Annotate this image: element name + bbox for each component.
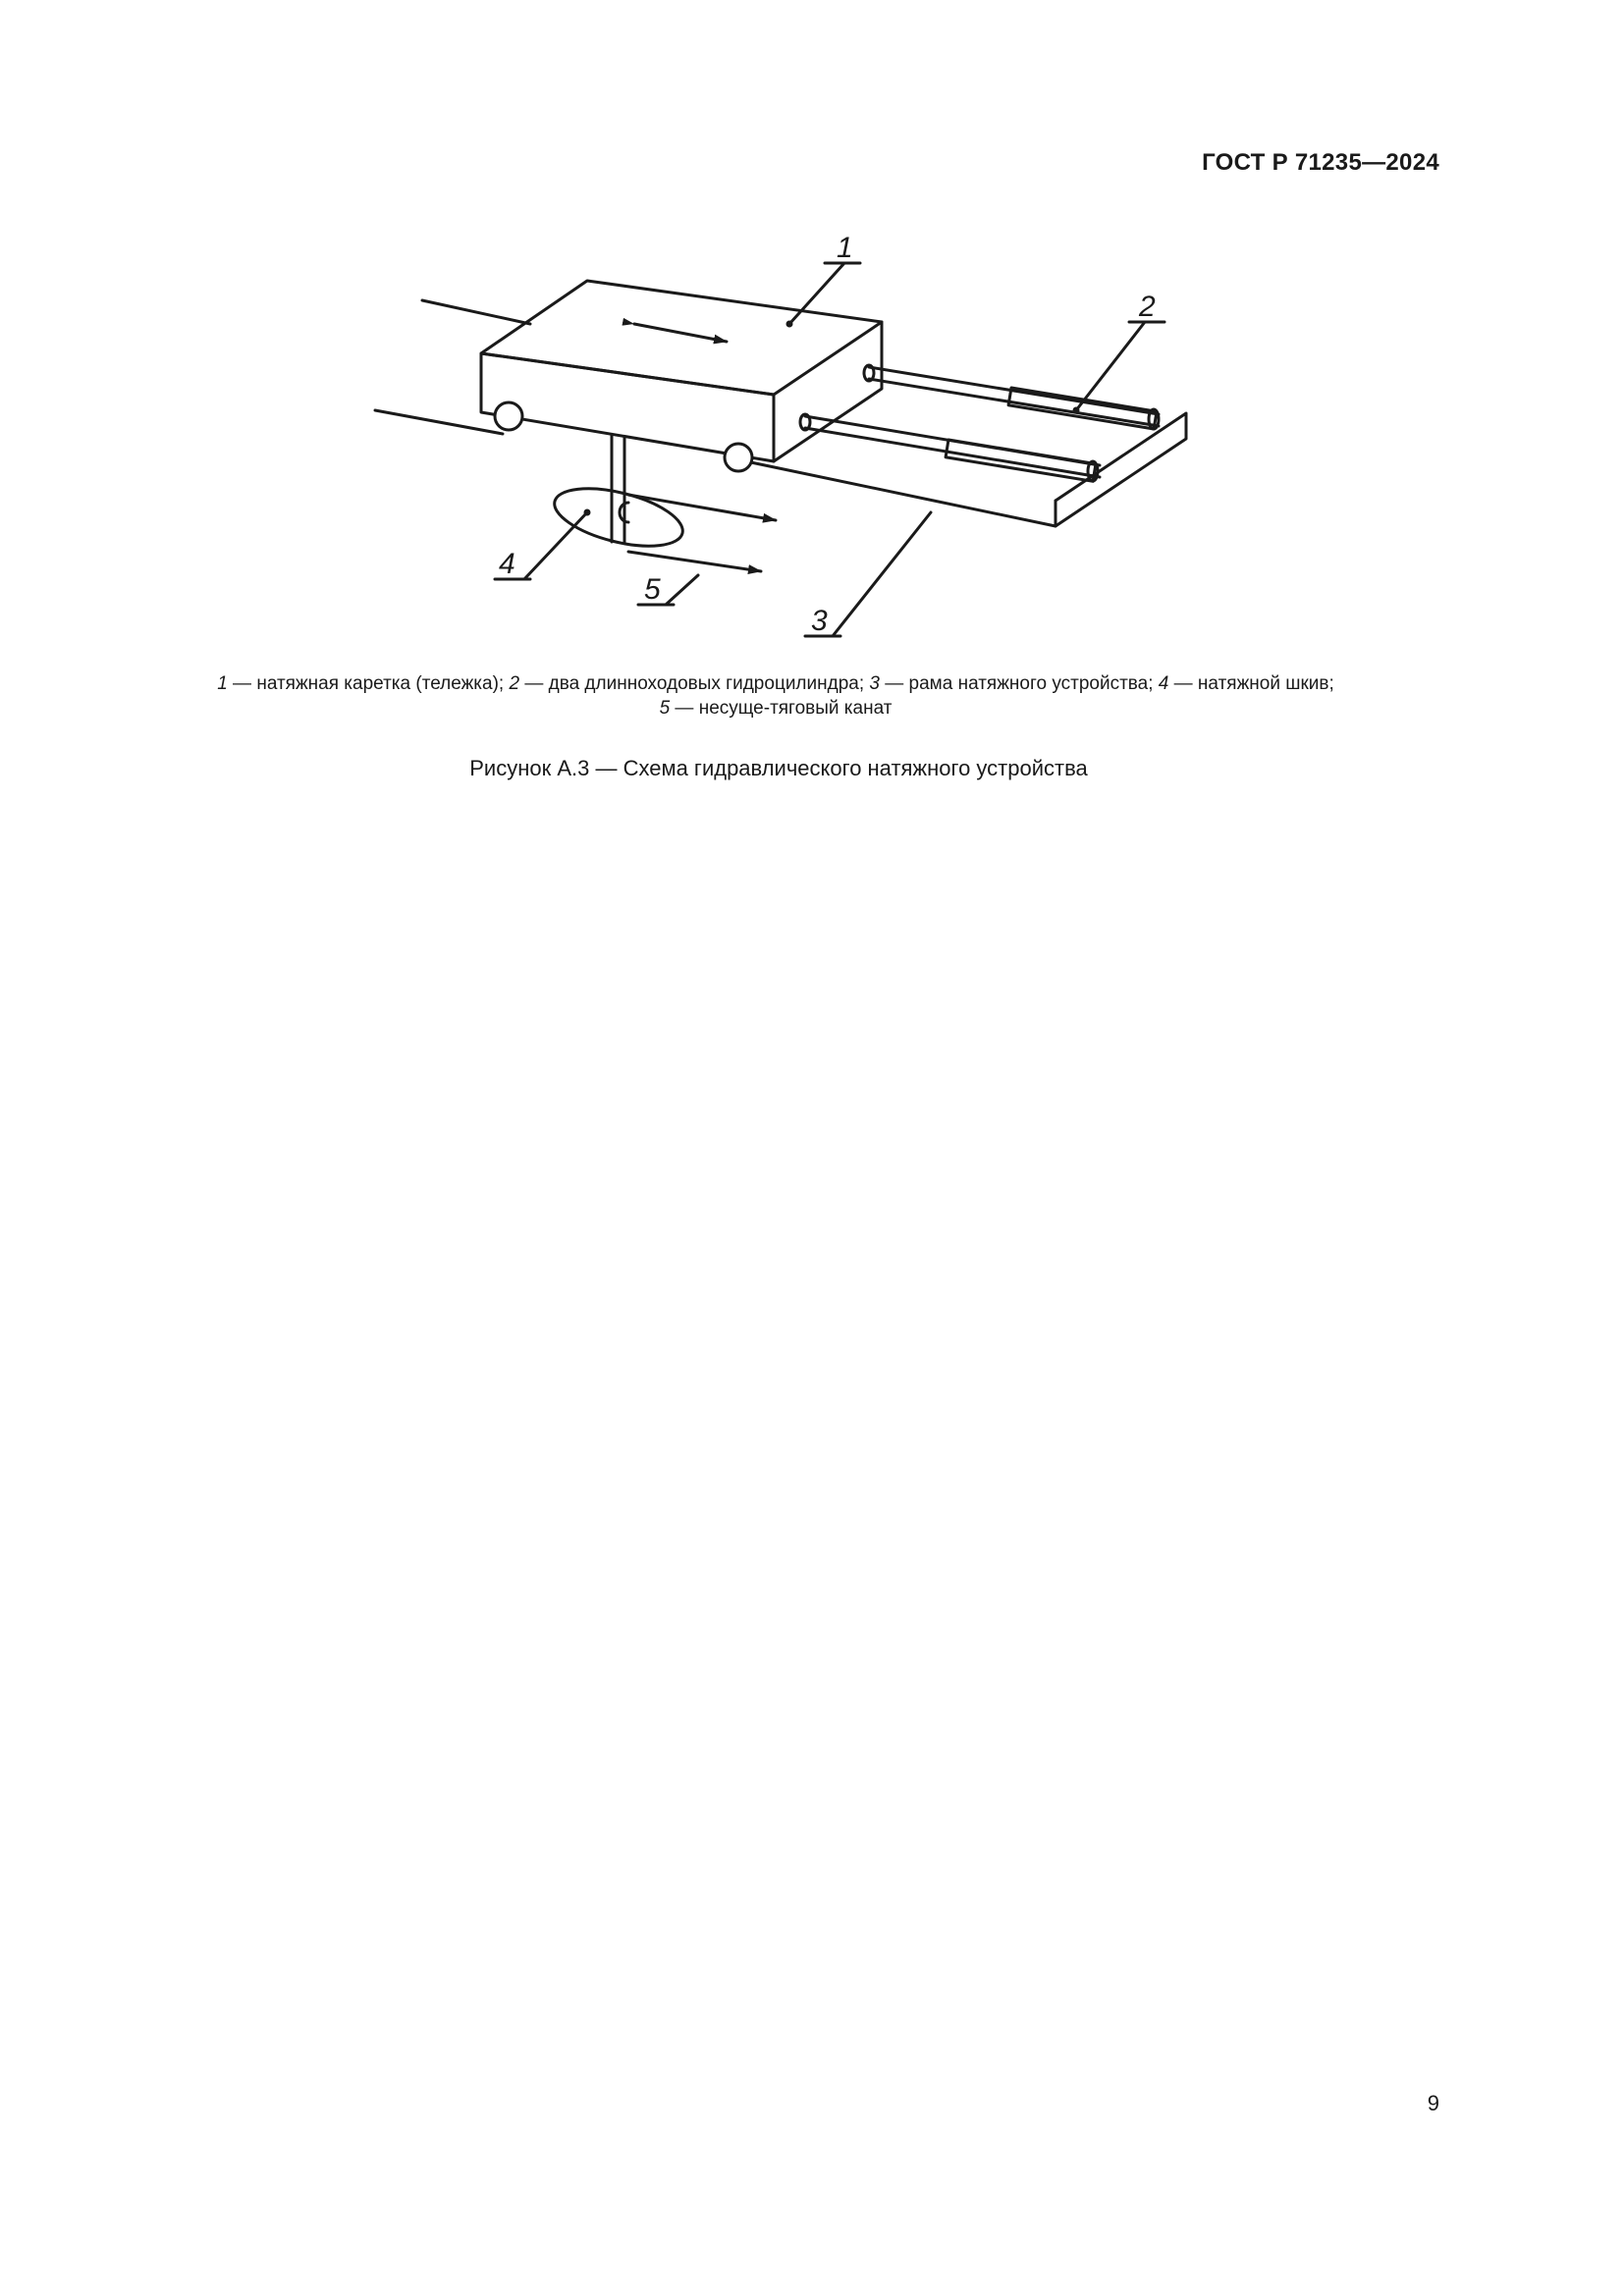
- document-header: ГОСТ Р 71235—2024: [1202, 149, 1439, 176]
- legend-text-5: — несуще-тяговый канат: [670, 698, 893, 719]
- callout-5: 5: [644, 573, 661, 606]
- frame-end-plate: [1056, 413, 1186, 526]
- hydraulic-tensioner-diagram: [0, 0, 1624, 667]
- legend-text-2: — два длинноходовых гидроцилиндра;: [519, 673, 870, 694]
- figure-legend: [108, 671, 1443, 721]
- legend-num-2: 2: [509, 673, 520, 694]
- callout-1: 1: [837, 232, 853, 264]
- legend-text-1: — натяжная каретка (тележка);: [227, 673, 510, 694]
- carriage-motion-arrow: [634, 324, 727, 342]
- frame-bottom: [746, 461, 1056, 526]
- cylinder-upper: [864, 365, 1159, 429]
- legend-num-5: 5: [659, 698, 671, 719]
- callout-2: 2: [1139, 291, 1156, 323]
- legend-num-1: 1: [217, 673, 228, 694]
- cylinder-lower: [800, 414, 1100, 481]
- wheel-right: [725, 444, 752, 471]
- legend-text-4: — натяжной шкив;: [1168, 673, 1334, 694]
- sheave: [549, 478, 688, 558]
- carriage-side: [774, 322, 882, 461]
- legend-num-4: 4: [1158, 673, 1169, 694]
- figure-caption: Рисунок А.3 — Схема гидравлического натяжного устройства: [469, 756, 1088, 780]
- legend-num-3: 3: [869, 673, 880, 694]
- legend-text-3: — рама натяжного устройства;: [879, 673, 1159, 694]
- callout-4: 4: [499, 548, 515, 580]
- callout-3: 3: [811, 605, 828, 637]
- cable-arrow-lower: [628, 552, 761, 571]
- wheel-left: [495, 402, 522, 430]
- carriage-top: [481, 281, 882, 395]
- rail-back: [422, 300, 530, 324]
- cable-arrow-upper: [628, 495, 776, 520]
- page-number: 9: [1427, 2091, 1439, 2115]
